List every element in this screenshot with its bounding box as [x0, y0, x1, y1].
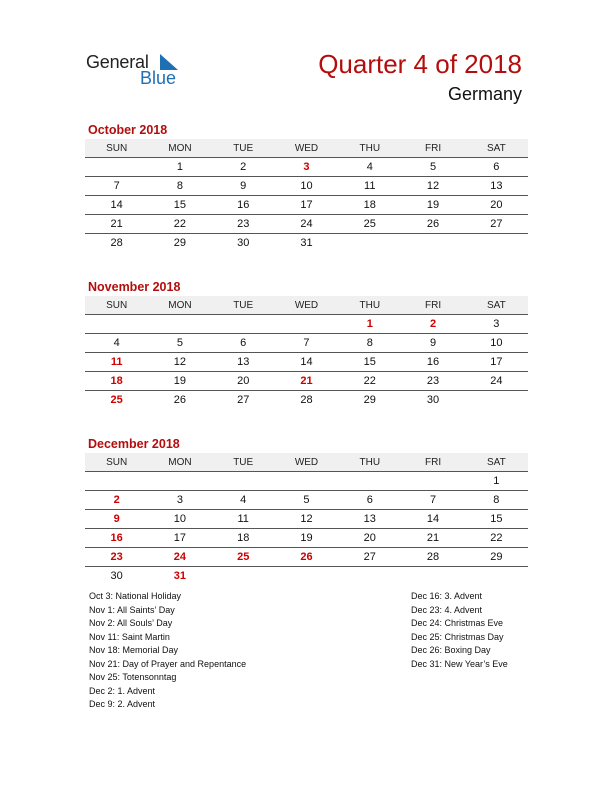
day-cell: 10 [275, 177, 338, 196]
weekday-header: SUN [85, 139, 148, 158]
holiday-note: Nov 1: All Saints’ Day [89, 604, 175, 615]
logo-general-text: General [86, 52, 149, 72]
day-cell [85, 158, 148, 177]
logo [86, 52, 196, 88]
holiday-day-cell: 9 [85, 510, 148, 529]
day-cell: 5 [148, 334, 211, 353]
day-cell: 13 [465, 177, 528, 196]
day-cell [465, 391, 528, 410]
day-cell: 10 [148, 510, 211, 529]
week-row [85, 315, 528, 334]
day-cell: 17 [465, 353, 528, 372]
day-cell: 4 [212, 491, 275, 510]
day-cell: 30 [237, 237, 250, 249]
month-title: November 2018 [88, 280, 181, 294]
day-cell [212, 472, 275, 491]
week-row [85, 491, 528, 510]
day-cell: 18 [338, 196, 401, 215]
weekday-header: SAT [465, 453, 528, 472]
week-row [85, 372, 528, 391]
day-cell: 15 [465, 510, 528, 529]
holiday-day-cell: 23 [85, 548, 148, 567]
weekday-header: THU [338, 139, 401, 158]
holiday-note: Dec 26: Boxing Day [411, 645, 491, 655]
day-cell: 3 [465, 315, 528, 334]
calendar-november [85, 279, 528, 409]
holiday-day-cell: 11 [85, 353, 148, 372]
day-cell: 28 [300, 394, 313, 406]
day-cell: 9 [401, 334, 464, 353]
day-cell: 31 [300, 237, 313, 249]
week-row [85, 353, 528, 372]
holiday-note: Dec 25: Christmas Day [411, 631, 504, 642]
day-cell: 12 [401, 177, 464, 196]
calendar-grid [85, 296, 528, 409]
day-cell: 6 [338, 491, 401, 510]
day-cell: 29 [465, 548, 528, 567]
week-row [85, 391, 528, 410]
holiday-note: Nov 21: Day of Prayer and Repentance [89, 658, 247, 669]
day-cell: 7 [401, 491, 464, 510]
day-cell: 11 [212, 510, 275, 529]
day-cell: 24 [465, 372, 528, 391]
day-cell: 17 [148, 529, 211, 548]
day-cell [275, 567, 338, 586]
day-cell: 24 [275, 215, 338, 234]
day-cell: 22 [338, 372, 401, 391]
day-cell: 7 [275, 334, 338, 353]
weekday-header: WED [275, 453, 338, 472]
week-row [85, 529, 528, 548]
weekday-header: MON [148, 453, 211, 472]
day-cell: 11 [338, 177, 401, 196]
weekday-header: THU [338, 296, 401, 315]
day-cell [85, 315, 148, 334]
weekday-header: TUE [212, 296, 275, 315]
day-cell: 14 [85, 196, 148, 215]
day-cell: 13 [212, 353, 275, 372]
month-title: December 2018 [88, 437, 180, 451]
week-row [85, 177, 528, 196]
holiday-day-cell: 1 [338, 315, 401, 334]
day-cell [212, 567, 275, 586]
day-cell: 20 [338, 529, 401, 548]
day-cell: 5 [401, 158, 464, 177]
day-cell: 22 [465, 529, 528, 548]
day-cell: 6 [465, 158, 528, 177]
day-cell [85, 472, 148, 491]
holiday-day-cell: 31 [173, 570, 187, 582]
day-cell: 5 [275, 491, 338, 510]
holiday-note: Dec 23: 4. Advent [411, 604, 483, 615]
day-cell [401, 567, 464, 586]
week-row [85, 472, 528, 491]
weekday-header: FRI [401, 139, 464, 158]
day-cell: 27 [465, 215, 528, 234]
holiday-note: Dec 24: Christmas Eve [411, 618, 504, 628]
day-cell: 4 [338, 158, 401, 177]
holiday-notes-right [411, 590, 508, 671]
calendar-grid [85, 453, 528, 585]
day-cell: 16 [401, 353, 464, 372]
weekday-header: MON [148, 139, 211, 158]
day-cell: 14 [275, 353, 338, 372]
weekday-header: THU [338, 453, 401, 472]
day-cell [148, 315, 211, 334]
day-cell: 19 [148, 372, 211, 391]
weekday-header: SUN [85, 453, 148, 472]
day-cell: 2 [212, 158, 275, 177]
day-cell: 30 [110, 570, 123, 582]
weekday-header: WED [275, 296, 338, 315]
holiday-day-cell: 2 [85, 491, 148, 510]
calendar-october [85, 122, 528, 252]
day-cell: 20 [465, 196, 528, 215]
holiday-note: Dec 31: New Year’s Eve [411, 658, 508, 669]
day-cell: 19 [275, 529, 338, 548]
day-cell: 15 [148, 196, 211, 215]
day-cell: 29 [173, 237, 187, 249]
holiday-notes-left [89, 590, 246, 712]
day-cell: 27 [338, 548, 401, 567]
holiday-day-cell: 3 [275, 158, 338, 177]
weekday-header: SAT [465, 296, 528, 315]
day-cell: 16 [212, 196, 275, 215]
day-cell: 12 [275, 510, 338, 529]
holiday-note: Oct 3: National Holiday [89, 591, 182, 601]
day-cell [465, 567, 528, 586]
day-cell: 6 [212, 334, 275, 353]
week-row [85, 567, 528, 586]
day-cell: 28 [401, 548, 464, 567]
weekday-header: TUE [212, 453, 275, 472]
week-row [85, 510, 528, 529]
day-cell: 15 [338, 353, 401, 372]
holiday-note: Dec 9: 2. Advent [89, 699, 156, 709]
month-title: October 2018 [88, 123, 168, 137]
holiday-day-cell: 25 [212, 548, 275, 567]
holiday-note: Nov 18: Memorial Day [89, 645, 179, 655]
day-cell: 30 [426, 394, 440, 406]
day-cell: 8 [338, 334, 401, 353]
holiday-day-cell: 26 [275, 548, 338, 567]
day-cell: 1 [465, 472, 528, 491]
holiday-note: Nov 25: Totensonntag [89, 672, 177, 682]
holiday-note: Nov 11: Saint Martin [89, 631, 170, 642]
day-cell: 22 [148, 215, 211, 234]
day-cell: 1 [148, 158, 211, 177]
day-cell [338, 567, 401, 586]
weekday-header: SAT [465, 139, 528, 158]
day-cell [148, 472, 211, 491]
week-row [85, 234, 528, 253]
weekday-header: TUE [212, 139, 275, 158]
day-cell: 19 [401, 196, 464, 215]
day-cell: 27 [237, 394, 250, 406]
week-row [85, 548, 528, 567]
day-cell: 20 [212, 372, 275, 391]
day-cell: 12 [148, 353, 211, 372]
day-cell: 13 [338, 510, 401, 529]
week-row [85, 215, 528, 234]
holiday-day-cell: 21 [275, 372, 338, 391]
holiday-note: Dec 2: 1. Advent [89, 685, 156, 696]
holiday-day-cell: 16 [85, 529, 148, 548]
day-cell: 7 [85, 177, 148, 196]
holiday-day-cell: 2 [401, 315, 464, 334]
day-cell: 23 [401, 372, 464, 391]
day-cell: 10 [465, 334, 528, 353]
day-cell [401, 234, 464, 253]
country-name: Germany [447, 84, 522, 104]
day-cell: 17 [275, 196, 338, 215]
day-cell: 8 [465, 491, 528, 510]
holiday-day-cell: 18 [85, 372, 148, 391]
day-cell: 26 [401, 215, 464, 234]
day-cell [212, 315, 275, 334]
day-cell [275, 315, 338, 334]
weekday-header: FRI [401, 296, 464, 315]
day-cell [275, 472, 338, 491]
day-cell: 25 [338, 215, 401, 234]
weekday-header: FRI [401, 453, 464, 472]
weekday-header: MON [148, 296, 211, 315]
day-cell: 29 [363, 394, 376, 406]
logo-blue-text: Blue [140, 68, 177, 88]
holiday-day-cell: 24 [148, 548, 211, 567]
week-row [85, 158, 528, 177]
day-cell: 9 [212, 177, 275, 196]
calendar-december [85, 436, 528, 585]
day-cell: 28 [110, 237, 123, 249]
week-row [85, 334, 528, 353]
weekday-header: WED [275, 139, 338, 158]
day-cell: 8 [148, 177, 211, 196]
day-cell: 21 [401, 529, 464, 548]
calendar-grid [85, 139, 528, 252]
week-row [85, 196, 528, 215]
day-cell: 21 [85, 215, 148, 234]
day-cell: 4 [85, 334, 148, 353]
page-title: Quarter 4 of 2018 [318, 49, 522, 79]
holiday-note: Nov 2: All Souls’ Day [89, 618, 173, 628]
day-cell: 18 [212, 529, 275, 548]
day-cell [401, 472, 464, 491]
day-cell: 26 [173, 394, 187, 406]
day-cell [338, 234, 401, 253]
holiday-day-cell: 25 [110, 394, 123, 406]
day-cell [338, 472, 401, 491]
day-cell: 14 [401, 510, 464, 529]
day-cell: 3 [148, 491, 211, 510]
holiday-note: Dec 16: 3. Advent [411, 591, 483, 601]
day-cell [465, 234, 528, 253]
weekday-header: SUN [85, 296, 148, 315]
day-cell: 23 [212, 215, 275, 234]
